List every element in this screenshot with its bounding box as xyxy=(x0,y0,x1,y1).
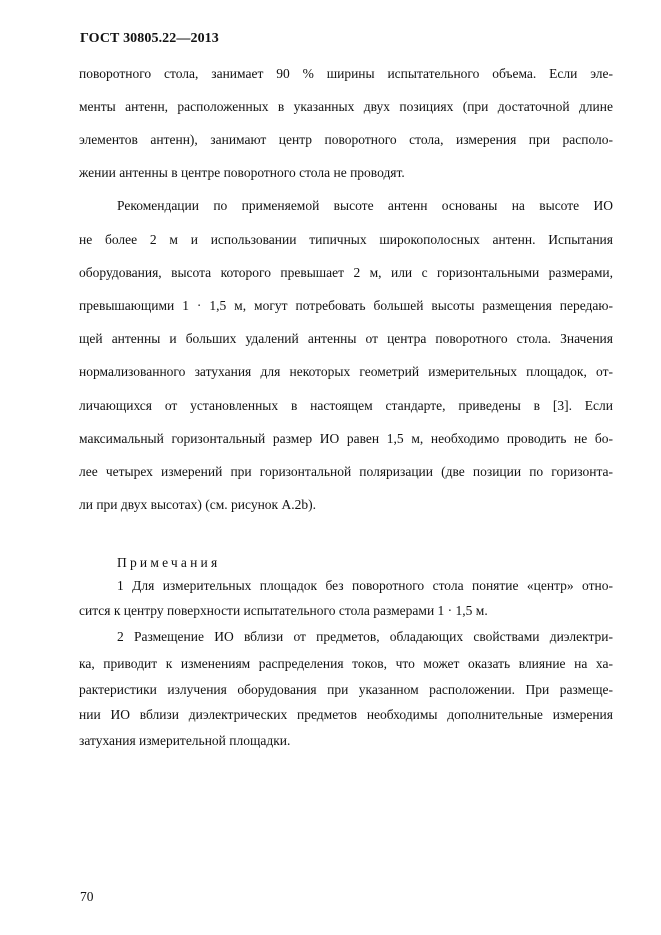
text-line: лее четырех измерений при горизонтальной поляризации (две позиции по горизонта- xyxy=(79,464,613,479)
text-line: менты антенн, расположенных в указанных двух позициях (при достаточной длине xyxy=(79,99,613,114)
text-line: Рекомендации по применяемой высоте антенн основаны на высоте ИО xyxy=(117,198,613,213)
text-line: поворотного стола, занимает 90 % ширины испытательного объема. Если эле- xyxy=(79,66,613,81)
text-line: оборудования, высота которого превышает 2 м, или с горизонтальными размерами, xyxy=(79,265,613,280)
text-line: щей антенны и больших удалений антенны от центра поворотного стола. Значения xyxy=(79,331,613,346)
text-line: превышающими 1 · 1,5 м, могут потребовать большей высоты размещения передаю- xyxy=(79,298,613,313)
text-line: рактеристики излучения оборудования при указанном расположении. При размеще- xyxy=(79,682,613,697)
text-line: элементов антенн), занимают центр поворотного стола, измерения при располо- xyxy=(79,132,613,147)
text-line: нормализованного затухания для некоторых геометрий измерительных площадок, от- xyxy=(79,364,613,379)
text-line: не более 2 м и использовании типичных широкополосных антенн. Испытания xyxy=(79,232,613,247)
document-header: ГОСТ 30805.22—2013 xyxy=(80,31,219,46)
text-line: затухания измерительной площадки. xyxy=(79,733,291,748)
text-line: жении антенны в центре поворотного стола не проводят. xyxy=(79,165,405,180)
page-number: 70 xyxy=(80,889,94,904)
text-line: ли при двух высотах) (см. рисунок А.2b). xyxy=(79,497,316,512)
text-line: максимальный горизонтальный размер ИО равен 1,5 м, необходимо проводить не бо- xyxy=(79,431,613,446)
text-line: личающихся от установленных в настоящем стандарте, приведены в [3]. Если xyxy=(79,398,613,413)
text-line: сится к центру поверхности испытательного стола размерами 1 · 1,5 м. xyxy=(79,603,488,618)
text-line: 2 Размещение ИО вблизи от предметов, обладающих свойствами диэлектри- xyxy=(117,629,613,644)
text-line: нии ИО вблизи диэлектрических предметов необходимы дополнительные измерения xyxy=(79,707,613,722)
notes-title: Примечания xyxy=(117,555,221,570)
text-line: 1 Для измерительных площадок без поворотного стола понятие «центр» отно- xyxy=(117,578,613,593)
text-line: ка, приводит к изменениям распределения токов, что может оказать влияние на ха- xyxy=(79,656,613,671)
